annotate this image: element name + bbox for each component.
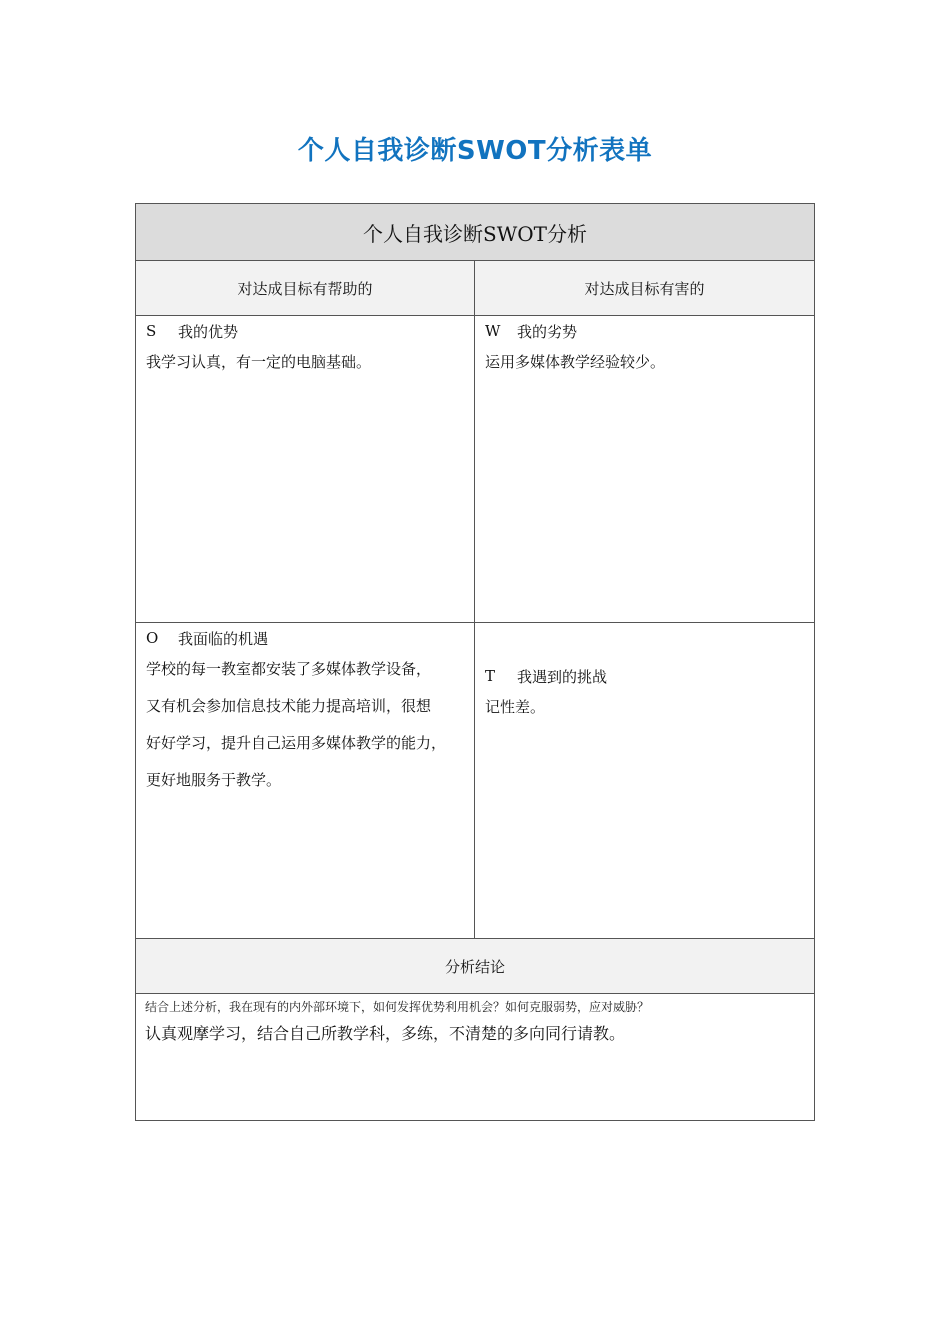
opportunities-line: 又有机会参加信息技术能力提高培训，很想	[146, 697, 432, 715]
conclusion-header: 分析结论	[136, 939, 814, 994]
threats-heading	[485, 663, 607, 689]
weaknesses-label: 我的劣势	[517, 322, 578, 341]
swot-table	[135, 203, 815, 1121]
column-header-helpful: 对达成目标有帮助的	[136, 261, 475, 315]
column-header-row	[136, 261, 814, 316]
threats-letter: T	[485, 667, 496, 685]
strengths-heading	[146, 318, 238, 344]
opportunities-line: 学校的每一教室都安装了多媒体教学设备，	[146, 660, 432, 678]
threats-label: 我遇到的挑战	[517, 667, 608, 686]
opportunities-label: 我面临的机遇	[178, 629, 269, 648]
opportunities-text	[146, 651, 464, 799]
weaknesses-letter: W	[485, 322, 501, 340]
table-header: 个人自我诊断SWOT分析	[136, 204, 814, 261]
threats-cell	[475, 623, 814, 938]
weaknesses-cell	[475, 316, 814, 622]
strengths-label: 我的优势	[178, 322, 239, 341]
opportunities-threats-row	[136, 623, 814, 939]
opportunities-letter: O	[146, 629, 159, 647]
weaknesses-heading	[485, 318, 577, 344]
strengths-letter: S	[146, 322, 157, 340]
opportunities-heading	[146, 625, 268, 651]
page-title: 个人自我诊断SWOT分析表单	[297, 136, 653, 166]
weaknesses-text: 运用多媒体教学经验较少。	[485, 353, 666, 371]
opportunities-line: 更好地服务于教学。	[146, 771, 282, 789]
conclusion-question: 结合上述分析，我在现有的内外部环境下，如何发挥优势利用机会？如何克服弱势，应对威胁？	[145, 1000, 650, 1014]
column-header-harmful: 对达成目标有害的	[584, 279, 705, 298]
strengths-weaknesses-row	[136, 316, 814, 623]
conclusion-cell	[136, 994, 814, 1120]
strengths-cell	[136, 316, 475, 622]
opportunities-line: 好好学习，提升自己运用多媒体教学的能力，	[146, 734, 447, 752]
conclusion-answer: 认真观摩学习，结合自己所教学科，多练，不清楚的多向同行请教。	[145, 1024, 626, 1043]
threats-text: 记性差。	[485, 698, 546, 716]
strengths-text: 我学习认真，有一定的电脑基础。	[146, 353, 372, 371]
opportunities-cell	[136, 623, 475, 938]
